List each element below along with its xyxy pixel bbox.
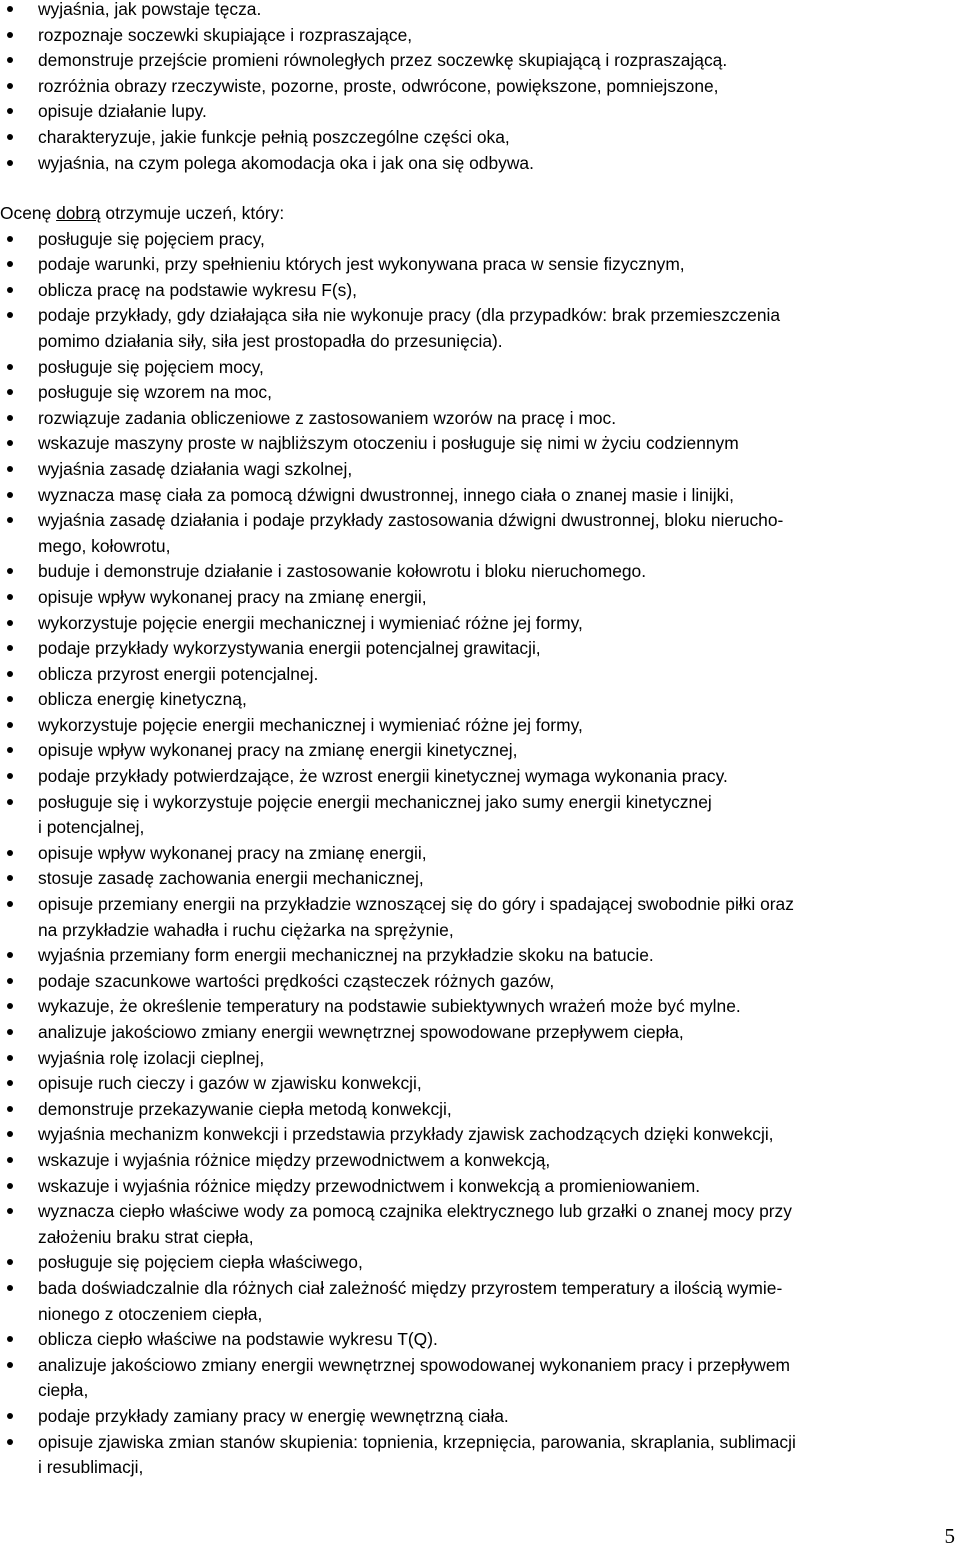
list-item: posługuje się wzorem na moc,	[0, 380, 796, 406]
list-item: wyjaśnia zasadę działania i podaje przykłady zastosowania dźwigni dwustronnej, bloku nierucho- mego, kołowrotu,	[0, 508, 796, 559]
list-item: wyjaśnia rolę izolacji cieplnej,	[0, 1046, 796, 1072]
list-item: analizuje jakościowo zmiany energii wewnętrznej spowodowane przepływem ciepła,	[0, 1020, 796, 1046]
list-item: wyjaśnia, na czym polega akomodacja oka i jak ona się odbywa.	[0, 151, 727, 177]
grade-intro-prefix: Ocenę	[0, 203, 57, 223]
list-item: wykazuje, że określenie temperatury na podstawie subiektywnych wrażeń może być mylne.	[0, 994, 796, 1020]
list-item: bada doświadczalnie dla różnych ciał zależność między przyrostem temperatury a ilością wymie- nionego z otoczeniem ciepła,	[0, 1276, 796, 1327]
list-item: podaje przykłady potwierdzające, że wzrost energii kinetycznej wymaga wykonania pracy.	[0, 764, 796, 790]
list-item: posługuje się i wykorzystuje pojęcie energii mechanicznej jako sumy energii kinetycznej i potencjalnej,	[0, 790, 796, 841]
list-item: posługuje się pojęciem mocy,	[0, 355, 796, 381]
list-item: opisuje działanie lupy.	[0, 99, 727, 125]
list-item: podaje warunki, przy spełnieniu których jest wykonywana praca w sensie fizycznym,	[0, 252, 796, 278]
list-item: wyznacza ciepło właściwe wody za pomocą czajnika elektrycznego lub grzałki o znanej mocy przy założeniu braku strat ciepła,	[0, 1199, 796, 1250]
list-item: wskazuje i wyjaśnia różnice między przewodnictwem a konwekcją,	[0, 1148, 796, 1174]
list-item: posługuje się pojęciem pracy,	[0, 227, 796, 253]
top-requirements-list	[0, 0, 727, 176]
list-item: wyjaśnia mechanizm konwekcji i przedstawia przykłady zjawisk zachodzących dzięki konwekcji,	[0, 1122, 796, 1148]
list-item: oblicza energię kinetyczną,	[0, 687, 796, 713]
page-number: 5	[944, 1524, 955, 1548]
list-item: opisuje ruch cieczy i gazów w zjawisku konwekcji,	[0, 1071, 796, 1097]
list-item: opisuje wpływ wykonanej pracy na zmianę energii kinetycznej,	[0, 738, 796, 764]
list-item: oblicza ciepło właściwe na podstawie wykresu T(Q).	[0, 1327, 796, 1353]
list-item: wyznacza masę ciała za pomocą dźwigni dwustronnej, innego ciała o znanej masie i linijki,	[0, 483, 796, 509]
list-item: podaje przykłady zamiany pracy w energię wewnętrzną ciała.	[0, 1404, 796, 1430]
list-item: podaje przykłady, gdy działająca siła nie wykonuje pracy (dla przypadków: brak przemieszczenia pomimo działania siły, siła jest prostopadła do przesunięcia).	[0, 303, 796, 354]
list-item: posługuje się pojęciem ciepła właściwego,	[0, 1250, 796, 1276]
grade-intro-suffix: otrzymuje uczeń, który:	[100, 203, 285, 223]
list-item: wyjaśnia, jak powstaje tęcza.	[0, 0, 727, 23]
list-item: wyjaśnia przemiany form energii mechanicznej na przykładzie skoku na batucie.	[0, 943, 796, 969]
list-item: wskazuje i wyjaśnia różnice między przewodnictwem i konwekcją a promieniowaniem.	[0, 1174, 796, 1200]
list-item: opisuje zjawiska zmian stanów skupienia: topnienia, krzepnięcia, parowania, skraplania, sublimacji i resublimacji,	[0, 1430, 796, 1481]
list-item: rozróżnia obrazy rzeczywiste, pozorne, proste, odwrócone, powiększone, pomniejszone,	[0, 74, 727, 100]
list-item: stosuje zasadę zachowania energii mechanicznej,	[0, 866, 796, 892]
grade-intro	[0, 201, 284, 227]
good-grade-requirements-list	[0, 227, 796, 1481]
list-item: opisuje wpływ wykonanej pracy na zmianę energii,	[0, 585, 796, 611]
list-item: opisuje wpływ wykonanej pracy na zmianę energii,	[0, 841, 796, 867]
list-item: podaje szacunkowe wartości prędkości cząsteczek różnych gazów,	[0, 969, 796, 995]
list-item: charakteryzuje, jakie funkcje pełnią poszczególne części oka,	[0, 125, 727, 151]
list-item: oblicza przyrost energii potencjalnej.	[0, 662, 796, 688]
list-item: rozwiązuje zadania obliczeniowe z zastosowaniem wzorów na pracę i moc.	[0, 406, 796, 432]
list-item: podaje przykłady wykorzystywania energii potencjalnej grawitacji,	[0, 636, 796, 662]
list-item: oblicza pracę na podstawie wykresu F(s),	[0, 278, 796, 304]
list-item: demonstruje przejście promieni równoległych przez soczewkę skupiającą i rozpraszającą.	[0, 48, 727, 74]
list-item: rozpoznaje soczewki skupiające i rozpraszające,	[0, 23, 727, 49]
list-item: buduje i demonstruje działanie i zastosowanie kołowrotu i bloku nieruchomego.	[0, 559, 796, 585]
list-item: wskazuje maszyny proste w najbliższym otoczeniu i posługuje się nimi w życiu codziennym	[0, 431, 796, 457]
list-item: analizuje jakościowo zmiany energii wewnętrznej spowodowanej wykonaniem pracy i przepływem ciepła,	[0, 1353, 796, 1404]
list-item: wykorzystuje pojęcie energii mechanicznej i wymieniać różne jej formy,	[0, 713, 796, 739]
list-item: demonstruje przekazywanie ciepła metodą konwekcji,	[0, 1097, 796, 1123]
grade-name: dobrą	[56, 203, 101, 223]
list-item: wyjaśnia zasadę działania wagi szkolnej,	[0, 457, 796, 483]
list-item: wykorzystuje pojęcie energii mechanicznej i wymieniać różne jej formy,	[0, 611, 796, 637]
list-item: opisuje przemiany energii na przykładzie wznoszącej się do góry i spadającej swobodnie piłki oraz na przykładzie wahadła i ruchu ciężarka na sprężynie,	[0, 892, 796, 943]
